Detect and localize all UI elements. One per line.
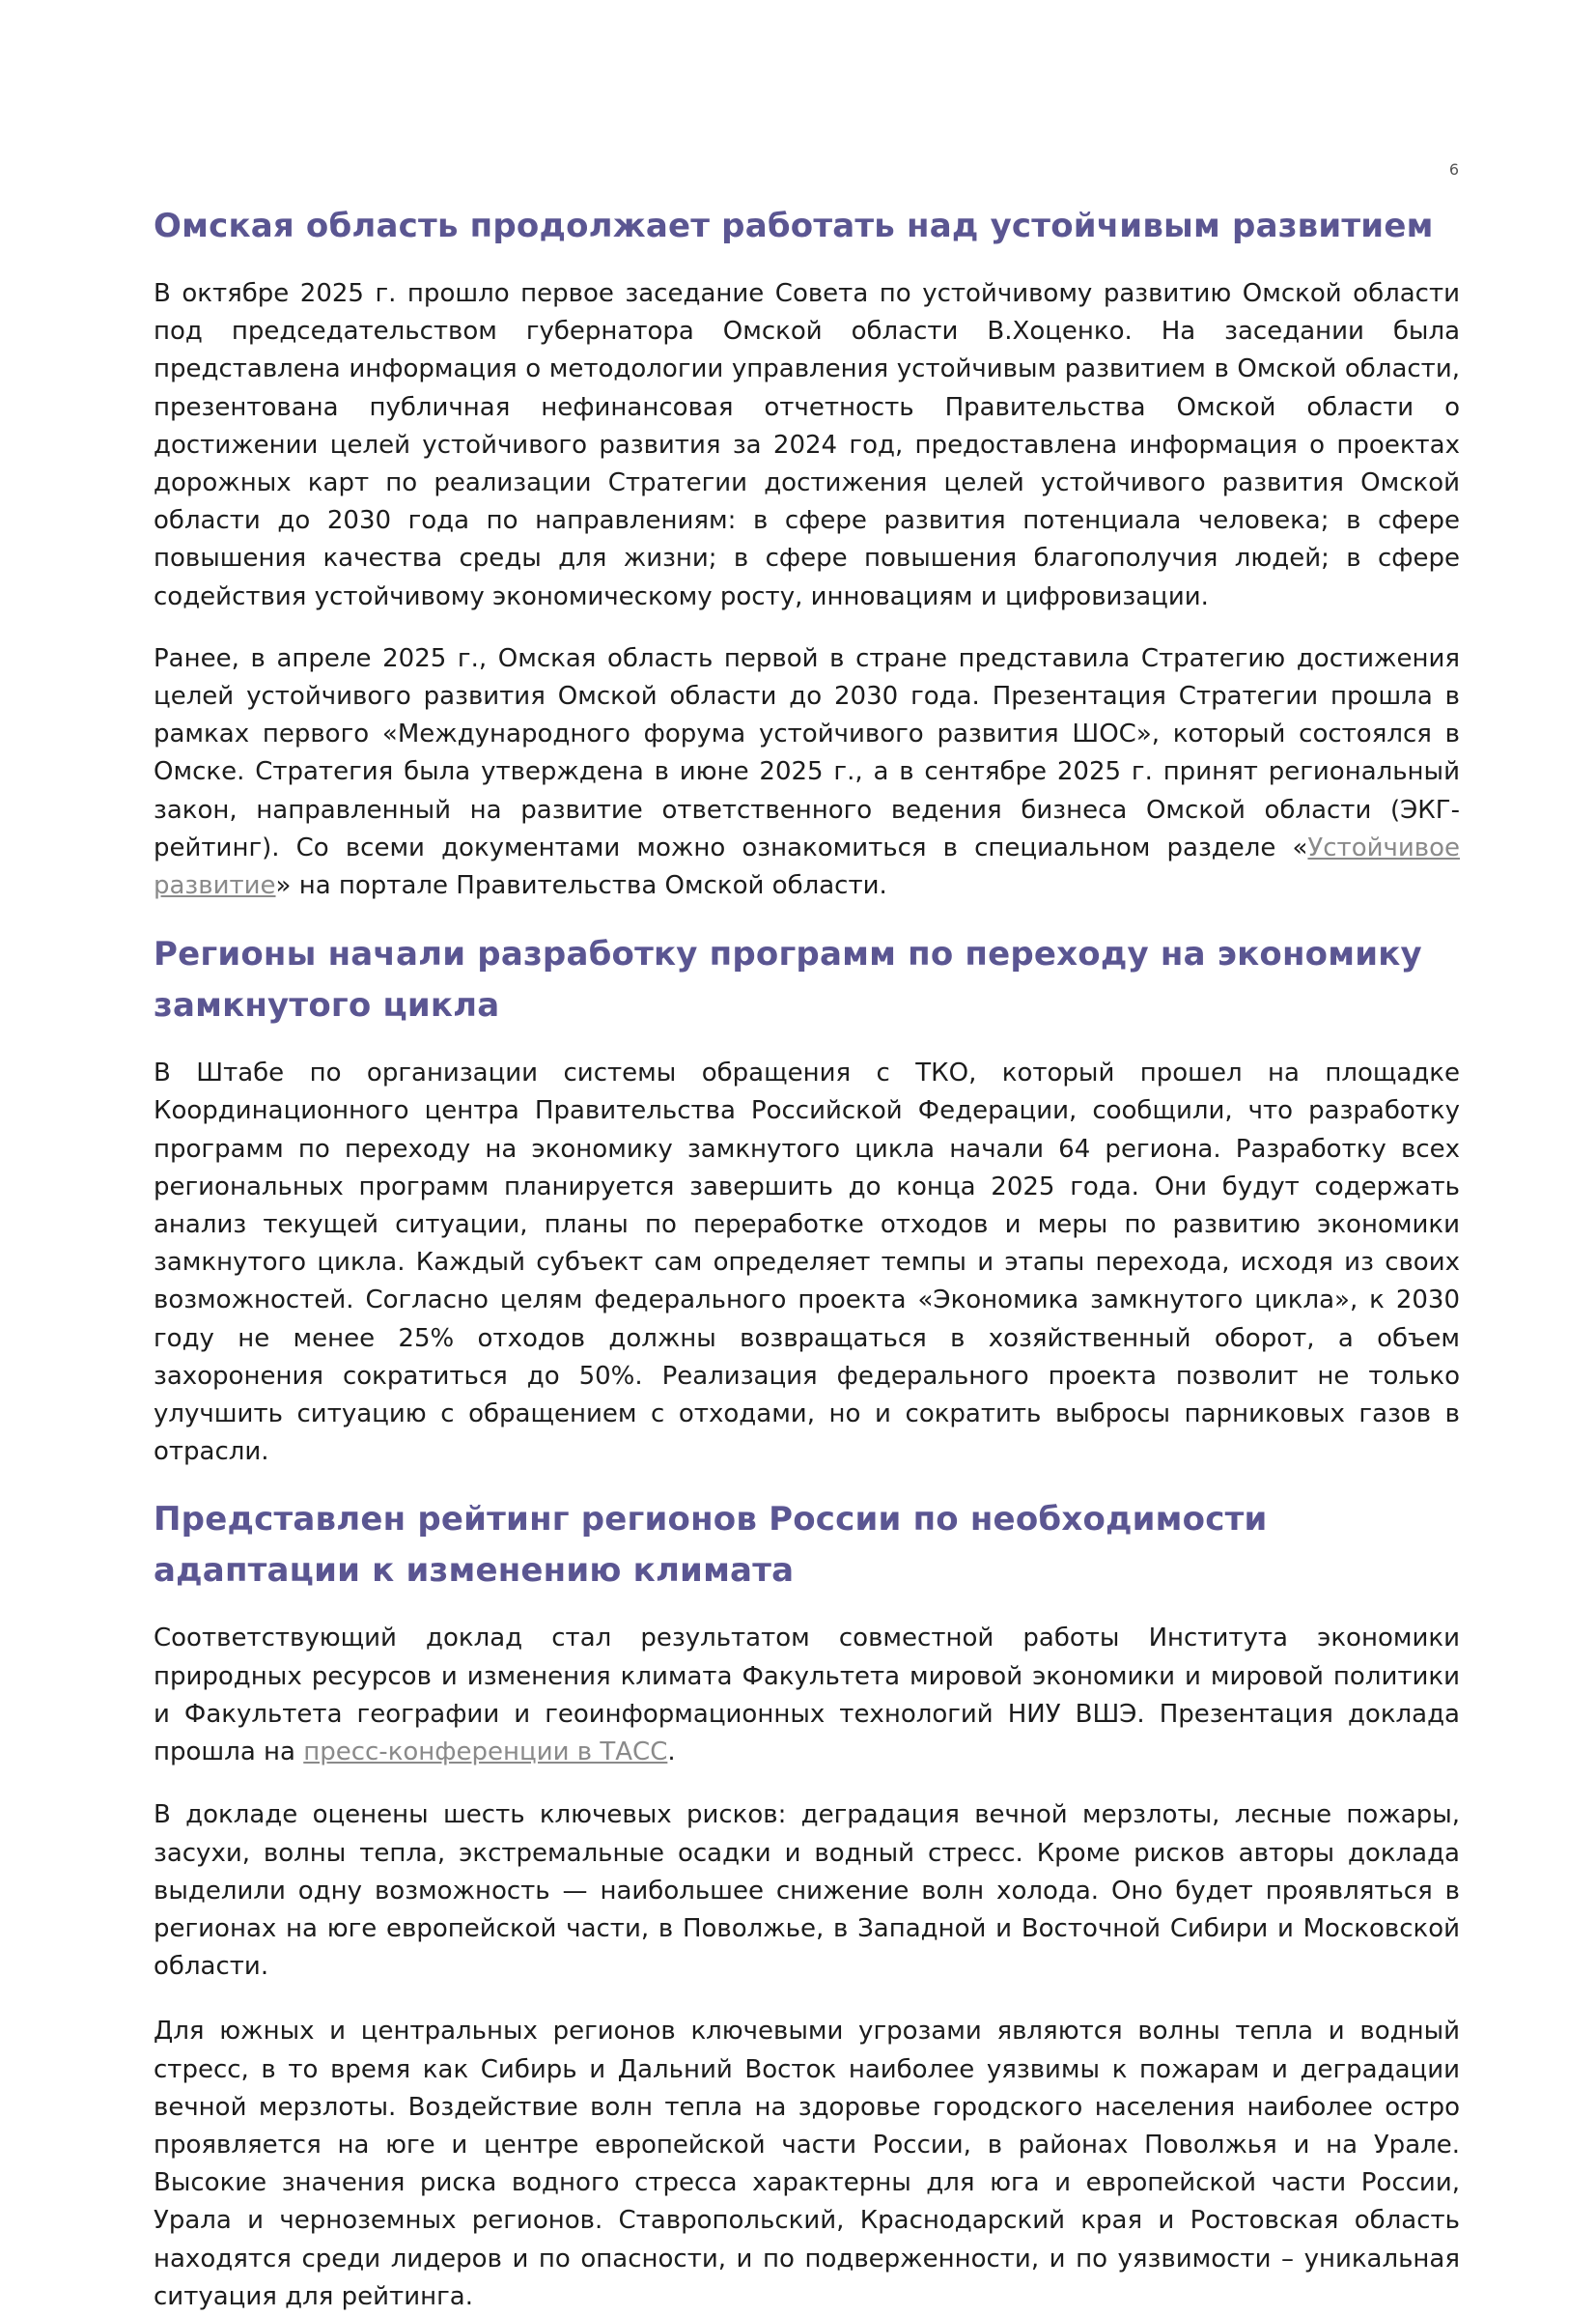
section-heading: Регионы начали разработку программ по переходу на экономику замкнутого цикла <box>154 935 1422 1026</box>
tass-press-conference-link[interactable]: пресс-конференции в ТАСС <box>303 1737 668 1767</box>
paragraph-text: . <box>667 1737 676 1767</box>
section-omsk <box>154 201 1460 905</box>
page-content <box>154 201 1460 2316</box>
paragraph: В Штабе по организации системы обращения с ТКО, который прошел на площадке Координационного центра Правительства Российской Федерации, сообщили, что разработку программ по переходу на экономику замкнутого цикла начали 64 региона. Разработку всех региональных программ планируется завершить до конца 2025 года. Они будут содержать анализ текущей ситуации, планы по переработке отходов и меры по развитию экономики замкнутого цикла. Каждый субъект сам определяет темпы и этапы перехода, исходя из своих возможностей. Согласно целям федерального проекта «Экономика замкнутого цикла», к 2030 году не менее 25% отходов должны возвращаться в хозяйственный оборот, а объем захоронения сократиться до 50%. Реализация федерального проекта позволит не только улучшить ситуацию с обращением с отходами, но и сократить выбросы парниковых газов в отрасли. <box>154 1059 1460 1467</box>
sustainable-development-link[interactable]: Устойчивое развитие <box>154 833 1460 901</box>
paragraph-text: Ранее, в апреле 2025 г., Омская область первой в стране представила Стратегию достижения целей устойчивого развития Омской области до 2030 года. Презентация Стратегии прошла в рамках первого «Международного форума устойчивого развития ШОС», который состоялся в Омске. Стратегия была утверждена в июне 2025 г., а в сентябре 2025 г. принят региональный закон, направленный на развитие ответственного ведения бизнеса Омской области (ЭКГ-рейтинг). Со всеми документами можно ознакомиться в специальном разделе « <box>154 643 1460 862</box>
paragraph-text: Соответствующий доклад стал результатом совместной работы Института экономики природных ресурсов и изменения климата Факультета мировой экономики и мировой политики и Факультета географии и геоинформационных технологий НИУ ВШЭ. Презентация доклада прошла на <box>154 1624 1460 1767</box>
paragraph-text: » на портале Правительства Омской области. <box>275 871 887 901</box>
paragraph <box>154 640 1460 905</box>
paragraph <box>154 1620 1460 1771</box>
paragraph: Для южных и центральных регионов ключевыми угрозами являются волны тепла и водный стресс, в то время как Сибирь и Дальний Восток наиболее уязвимы к пожарам и деградации вечной мерзлоты. Воздействие волн тепла на здоровье городского населения наиболее остро проявляется на юге и центре европейской части России, в районах Поволжья и на Урале. Высокие значения риска водного стресса характерны для юга и европейской части России, Урала и черноземных регионов. Ставропольский, Краснодарский края и Ростовская область находятся среди лидеров и по опасности, и по подверженности, и по уязвимости – уникальная ситуация для рейтинга. <box>154 2017 1460 2311</box>
paragraph: В октябре 2025 г. прошло первое заседание Совета по устойчивому развитию Омской области под председательством губернатора Омской области В.Хоценко. На заседании была представлена информация о методологии управления устойчивым развитием в Омской области, презентована публичная нефинансовая отчетность Правительства Омской области о достижении целей устойчивого развития за 2024 год, предоставлена информация о проектах дорожных карт по реализации Стратегии достижения целей устойчивого развития Омской области до 2030 года по направлениям: в сфере развития потенциала человека; в сфере повышения качества среды для жизни; в сфере повышения благополучия людей; в сфере содействия устойчивому экономическому росту, инновациям и цифровизации. <box>154 279 1460 611</box>
section-climate-rating <box>154 1494 1460 2315</box>
section-heading: Представлен рейтинг регионов России по необходимости адаптации к изменению климата <box>154 1500 1268 1591</box>
page-number: 6 <box>1448 160 1459 179</box>
section-heading: Омская область продолжает работать над устойчивым развитием <box>154 207 1434 245</box>
paragraph: В докладе оценены шесть ключевых рисков: деградация вечной мерзлоты, лесные пожары, засухи, волны тепла, экстремальные осадки и водный стресс. Кроме рисков авторы доклада выделили одну возможность — наибольшее снижение волн холода. Оно будет проявляться в регионах на юге европейской части, в Поволжье, в Западной и Восточной Сибири и Московской области. <box>154 1800 1460 1982</box>
section-circular-economy <box>154 929 1460 1471</box>
